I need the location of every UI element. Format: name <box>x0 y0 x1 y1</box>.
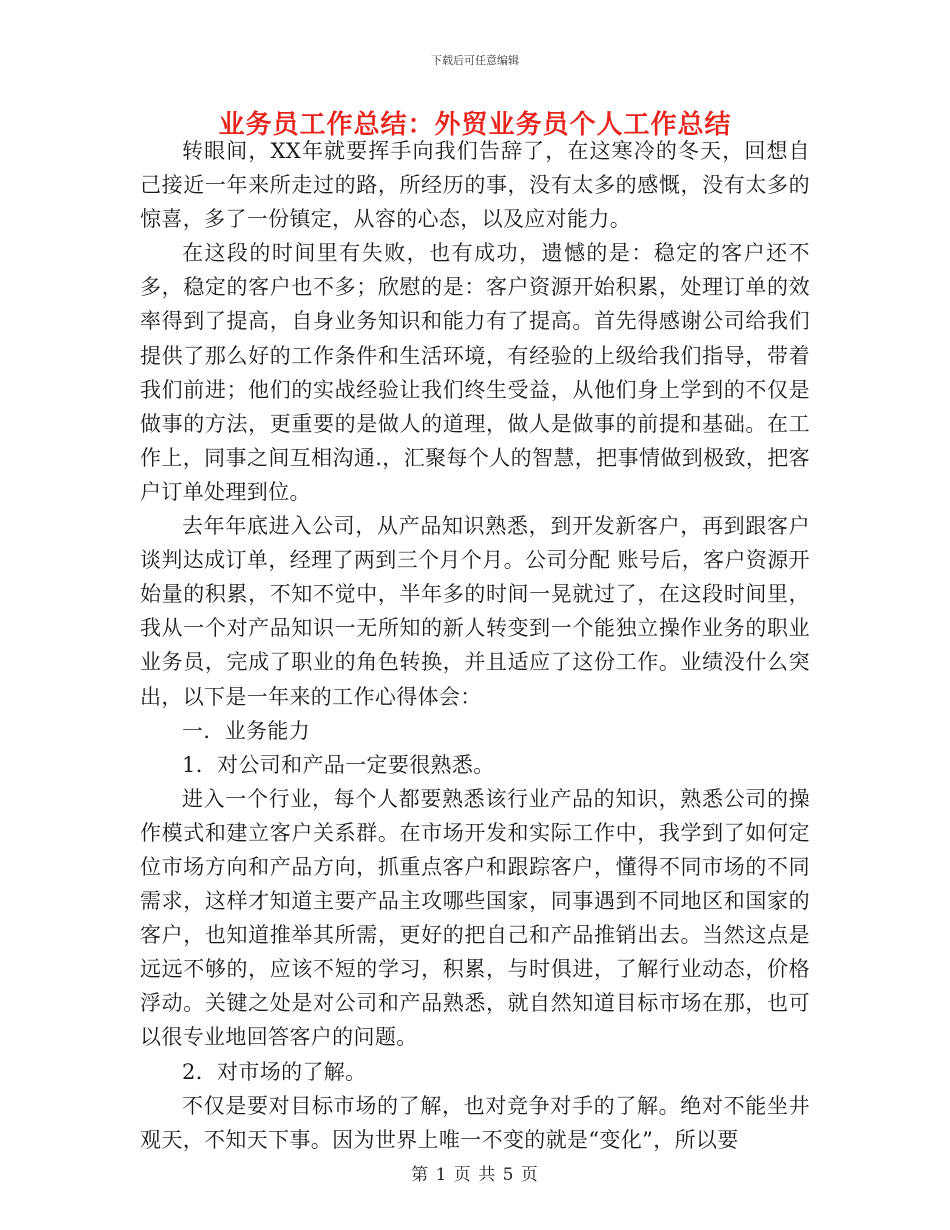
paragraph: 去年年底进入公司，从产品知识熟悉，到开发新客户，再到跟客户谈判达成订单，经理了两到三个月个月。公司分配 账号后，客户资源开始量的积累，不知不觉中，半年多的时间一晃就过了，在这段时间里，我从一个对产品知识一无所知的新人转变到一个能独立操作业务的职业业务员，完成了职业的角色转换，并且适应了这份工作。业绩没什么突出，以下是一年来的工作心得体会： <box>140 514 810 709</box>
subsection-heading: 2．对市场的了解。 <box>182 1059 367 1084</box>
section-heading: 一．业务能力 <box>182 718 311 743</box>
subsection-heading: 1．对公司和产品一定要很熟悉。 <box>182 752 495 777</box>
paragraph: 在这段的时间里有失败，也有成功，遗憾的是：稳定的客户还不多，稳定的客户也不多；欣慰的是：客户资源开始积累，处理订单的效率得到了提高，自身业务知识和能力有了提高。首先得感谢公司给我们提供了那么好的工作条件和生活环境，有经验的上级给我们指导，带着我们前进；他们的实战经验让我们终生受益，从他们身上学到的不仅是做事的方法，更重要的是做人的道理，做人是做事的前提和基础。在工作上，同事之间互相沟通.，汇聚每个人的智慧，把事情做到极致，把客户订单处理到位。 <box>140 241 810 504</box>
paragraph: 转眼间，XX年就要挥手向我们告辞了，在这寒冷的冬天，回想自己接近一年来所走过的路，所经历的事，没有太多的感慨，没有太多的惊喜，多了一份镇定，从容的心态，以及应对能力。 <box>140 139 810 232</box>
paragraph: 不仅是要对目标市场的了解，也对竞争对手的了解。绝对不能坐井观天，不知天下事。因为世界上唯一不变的就是“变化”，所以要 <box>140 1093 810 1152</box>
document-body <box>140 134 810 1157</box>
document-title: 业务员工作总结：外贸业务员个人工作总结 <box>218 110 732 140</box>
page-header: 下载后可任意编辑 <box>431 54 519 67</box>
paragraph: 进入一个行业，每个人都要熟悉该行业产品的知识，熟悉公司的操作模式和建立客户关系群。在市场开发和实际工作中，我学到了如何定位市场方向和产品方向，抓重点客户和跟踪客户，懂得不同市场的不同需求，这样才知道主要产品主攻哪些国家，同事遇到不同地区和国家的客户，也知道推举其所需，更好的把自己和产品推销出去。当然这点是远远不够的，应该不短的学习，积累，与时俱进，了解行业动态，价格浮动。关键之处是对公司和产品熟悉，就自然知道目标市场在那，也可以很专业地回答客户的问题。 <box>140 786 810 1050</box>
page-number: 第 1 页 共 5 页 <box>411 1165 539 1185</box>
